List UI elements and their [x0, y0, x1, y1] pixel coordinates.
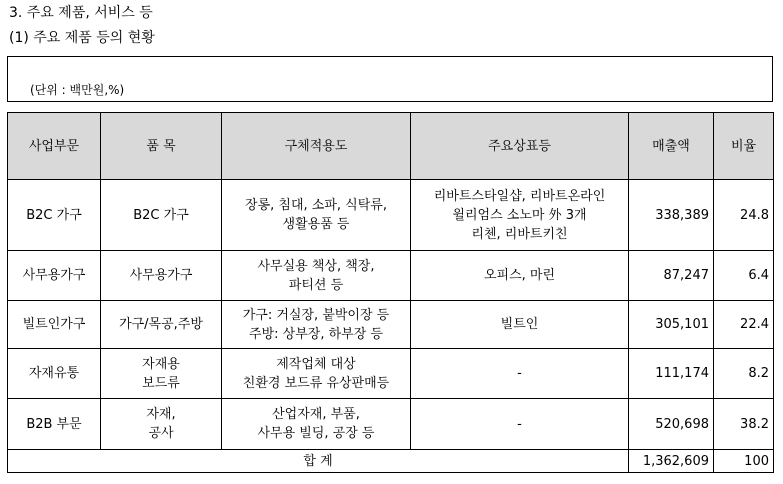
usage-line: 친환경 보드류 유상판매등: [242, 375, 390, 391]
item-cell: [101, 301, 222, 349]
products-table: [7, 112, 774, 473]
brand-line: 리첸, 리바트키친: [471, 226, 568, 242]
table-row: [8, 301, 774, 349]
ratio-cell: 22.4: [714, 301, 774, 349]
usage-line: 주방: 상부장, 하부장 등: [249, 326, 383, 342]
sales-cell: 338,389: [629, 180, 714, 251]
ratio-cell: 6.4: [714, 251, 774, 301]
item-line: 보드류: [142, 375, 180, 391]
total-label: 합 계: [8, 450, 629, 473]
item-line: 자재,: [146, 407, 176, 422]
division-cell: B2C 가구: [8, 180, 101, 251]
usage-line: 사무용 빌딩, 공장 등: [257, 426, 375, 441]
usage-cell: [222, 180, 411, 251]
brand-line: 오피스, 마린: [483, 268, 556, 283]
usage-line: 제작업체 대상: [276, 356, 356, 372]
total-ratio: 100: [714, 450, 774, 473]
brand-cell: [411, 399, 629, 450]
table-row: [8, 251, 774, 301]
item-cell: [101, 251, 222, 301]
ratio-cell: 8.2: [714, 349, 774, 399]
usage-cell: [222, 399, 411, 450]
brand-cell: [411, 349, 629, 399]
table-row: [8, 180, 774, 251]
item-line: B2C 가구: [133, 207, 189, 223]
column-header-sales: 매출액: [629, 113, 714, 180]
brand-cell: [411, 301, 629, 349]
brand-line: 윌리엄스 소노마 外 3개: [452, 207, 587, 223]
division-cell: 사무용가구: [8, 251, 101, 301]
brand-line: 리바트스타일샵, 리바트온라인: [433, 188, 606, 204]
brand-line: -: [517, 366, 522, 381]
column-header-usage: 구체적용도: [222, 113, 411, 180]
table-header-row: [8, 113, 774, 180]
usage-line: 산업자재, 부품,: [272, 407, 360, 422]
section-title: 3. 주요 제품, 서비스 등: [9, 5, 153, 21]
column-header-ratio: 비율: [714, 113, 774, 180]
item-line: 자재용: [142, 356, 180, 372]
division-cell: 빌트인가구: [8, 301, 101, 349]
unit-note: (단위 : 백만원,%): [30, 83, 125, 97]
item-line: 공사: [148, 426, 174, 441]
item-cell: [101, 349, 222, 399]
sales-cell: 520,698: [629, 399, 714, 450]
total-row: [8, 450, 774, 473]
usage-cell: [222, 301, 411, 349]
column-header-division: 사업부문: [8, 113, 101, 180]
brand-line: -: [517, 416, 522, 432]
division-cell: B2B 부문: [8, 399, 101, 450]
usage-line: 가구: 거실장, 붙박이장 등: [242, 307, 390, 323]
ratio-cell: 38.2: [714, 399, 774, 450]
usage-line: 파티션 등: [288, 277, 344, 293]
table-row: [8, 349, 774, 399]
item-line: 사무용가구: [129, 268, 193, 283]
subsection-title: (1) 주요 제품 등의 현황: [9, 30, 155, 46]
sales-cell: 87,247: [629, 251, 714, 301]
usage-cell: [222, 349, 411, 399]
usage-line: 사무실용 책상, 책장,: [257, 258, 375, 274]
usage-cell: [222, 251, 411, 301]
column-header-brand: 주요상표등: [411, 113, 629, 180]
item-line: 가구/목공,주방: [119, 317, 203, 332]
column-header-item: 품 목: [101, 113, 222, 180]
brand-cell: [411, 180, 629, 251]
total-sales: 1,362,609: [629, 450, 714, 473]
division-cell: 자재유통: [8, 349, 101, 399]
item-cell: [101, 399, 222, 450]
usage-line: 생활용품 등: [282, 217, 350, 232]
sales-cell: 305,101: [629, 301, 714, 349]
unit-note-box: [7, 56, 773, 102]
brand-cell: [411, 251, 629, 301]
brand-line: 빌트인: [500, 317, 539, 332]
ratio-cell: 24.8: [714, 180, 774, 251]
table-row: [8, 399, 774, 450]
usage-line: 장롱, 침대, 소파, 식탁류,: [245, 198, 387, 213]
sales-cell: 111,174: [629, 349, 714, 399]
item-cell: [101, 180, 222, 251]
